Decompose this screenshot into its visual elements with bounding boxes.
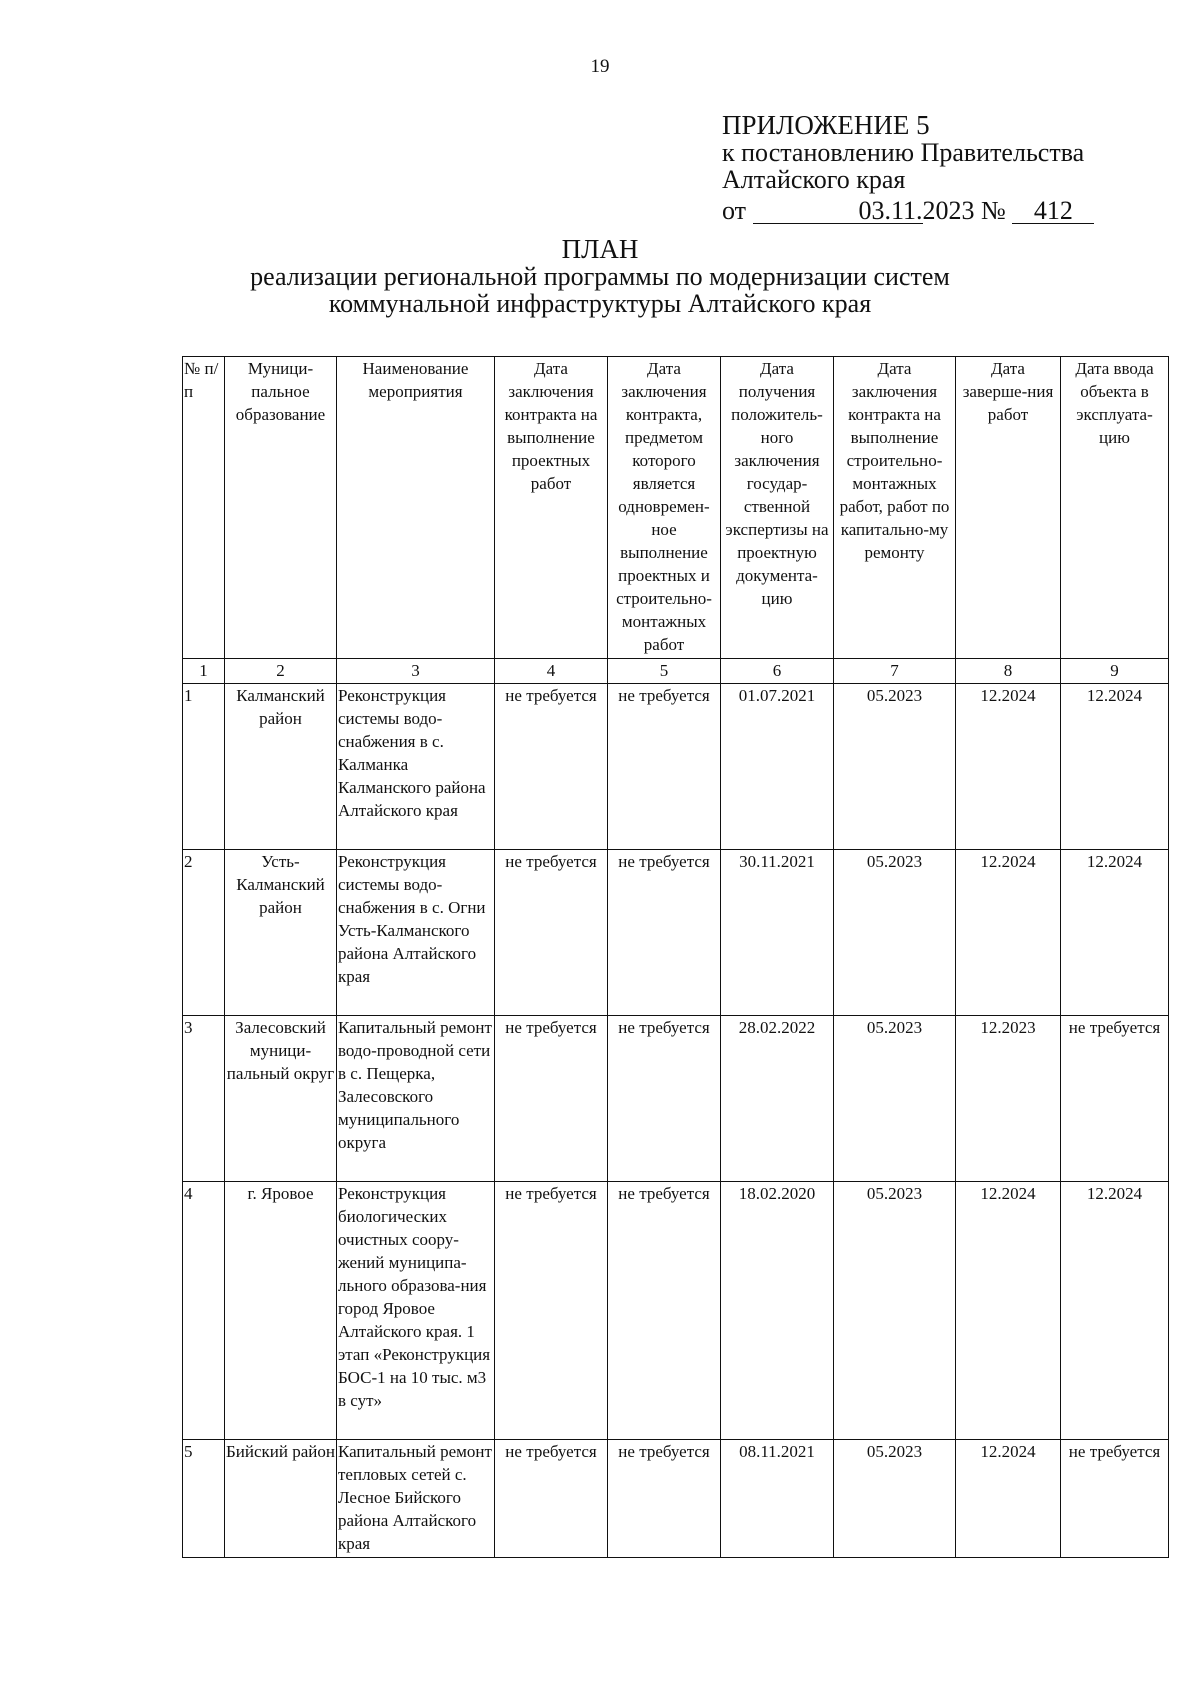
column-number: 6 bbox=[721, 659, 834, 684]
row-activity: Реконструкция системы водо-снабжения в с. Калманка Калманского района Алтайского края bbox=[337, 684, 495, 850]
date-prefix: от bbox=[722, 196, 747, 225]
row-completion: 12.2023 bbox=[956, 1016, 1061, 1182]
header-municipality: Муници-пальное образование bbox=[225, 357, 337, 659]
row-construction-contract: 05.2023 bbox=[834, 684, 956, 850]
table-row bbox=[183, 1182, 1169, 1440]
date-value: 03.11. bbox=[753, 199, 923, 224]
plan-table bbox=[182, 356, 1169, 1558]
document-number: 412 bbox=[1012, 199, 1094, 224]
row-num: 5 bbox=[183, 1440, 225, 1558]
plan-title: ПЛАН bbox=[561, 234, 639, 264]
row-construction-contract: 05.2023 bbox=[834, 1016, 956, 1182]
appendix-line-1: к постановлению Правительства bbox=[722, 138, 1085, 167]
row-activity: Реконструкция системы водо-снабжения в с. Огни Усть-Калманского района Алтайского края bbox=[337, 850, 495, 1016]
row-expertise: 18.02.2020 bbox=[721, 1182, 834, 1440]
row-combined-contract: не требуется bbox=[608, 684, 721, 850]
row-municipality: Калманский район bbox=[225, 684, 337, 850]
column-number: 8 bbox=[956, 659, 1061, 684]
row-num: 1 bbox=[183, 684, 225, 850]
row-expertise: 28.02.2022 bbox=[721, 1016, 834, 1182]
table-row bbox=[183, 850, 1169, 1016]
header-num: № п/п bbox=[183, 357, 225, 659]
row-completion: 12.2024 bbox=[956, 1440, 1061, 1558]
header-commissioning: Дата ввода объекта в эксплуата-цию bbox=[1061, 357, 1169, 659]
header-row bbox=[183, 357, 1169, 659]
column-number: 1 bbox=[183, 659, 225, 684]
row-combined-contract: не требуется bbox=[608, 850, 721, 1016]
column-number-row bbox=[183, 659, 1169, 684]
appendix-title: ПРИЛОЖЕНИЕ 5 bbox=[722, 110, 930, 140]
row-municipality: Усть-Калманский район bbox=[225, 850, 337, 1016]
row-commissioning: 12.2024 bbox=[1061, 684, 1169, 850]
row-expertise: 01.07.2021 bbox=[721, 684, 834, 850]
appendix-date-line bbox=[722, 197, 1182, 224]
row-completion: 12.2024 bbox=[956, 850, 1061, 1016]
plan-subtitle-line-1: реализации региональной программы по модернизации систем bbox=[250, 262, 950, 291]
plan-heading bbox=[0, 236, 1200, 317]
row-expertise: 30.11.2021 bbox=[721, 850, 834, 1016]
header-completion: Дата заверше-ния работ bbox=[956, 357, 1061, 659]
header-design-contract: Дата заключения контракта на выполнение проектных работ bbox=[495, 357, 608, 659]
row-expertise: 08.11.2021 bbox=[721, 1440, 834, 1558]
header-combined-contract: Дата заключения контракта, предметом которого является одновремен-ное выполнение проектных и строительно-монтажных работ bbox=[608, 357, 721, 659]
column-number: 9 bbox=[1061, 659, 1169, 684]
row-construction-contract: 05.2023 bbox=[834, 1440, 956, 1558]
table-row bbox=[183, 684, 1169, 850]
row-commissioning: 12.2024 bbox=[1061, 850, 1169, 1016]
column-number: 5 bbox=[608, 659, 721, 684]
appendix-block bbox=[722, 112, 1182, 224]
column-number: 7 bbox=[834, 659, 956, 684]
row-commissioning: не требуется bbox=[1061, 1016, 1169, 1182]
header-activity: Наименование мероприятия bbox=[337, 357, 495, 659]
row-activity: Капитальный ремонт водо-проводной сети в с. Пещерка, Залесовского муниципального округа bbox=[337, 1016, 495, 1182]
number-sign: № bbox=[981, 196, 1006, 225]
row-combined-contract: не требуется bbox=[608, 1016, 721, 1182]
row-num: 4 bbox=[183, 1182, 225, 1440]
row-combined-contract: не требуется bbox=[608, 1440, 721, 1558]
column-number: 3 bbox=[337, 659, 495, 684]
row-municipality: г. Яровое bbox=[225, 1182, 337, 1440]
column-number: 2 bbox=[225, 659, 337, 684]
row-activity: Реконструкция биологических очистных соору-жений муниципа-льного образова-ния город Яровое Алтайского края. 1 этап «Реконструкция БОС-1 на 10 тыс. м3 в сут» bbox=[337, 1182, 495, 1440]
row-design-contract: не требуется bbox=[495, 850, 608, 1016]
table-row bbox=[183, 1016, 1169, 1182]
row-commissioning: не требуется bbox=[1061, 1440, 1169, 1558]
table-row bbox=[183, 1440, 1169, 1558]
row-commissioning: 12.2024 bbox=[1061, 1182, 1169, 1440]
row-completion: 12.2024 bbox=[956, 684, 1061, 850]
date-year: 2023 bbox=[922, 196, 975, 225]
header-expertise: Дата получения положитель-ного заключения государ-ственной экспертизы на проектную документа-цию bbox=[721, 357, 834, 659]
column-number: 4 bbox=[495, 659, 608, 684]
plan-subtitle-line-2: коммунальной инфраструктуры Алтайского края bbox=[328, 289, 872, 318]
row-completion: 12.2024 bbox=[956, 1182, 1061, 1440]
row-combined-contract: не требуется bbox=[608, 1182, 721, 1440]
row-design-contract: не требуется bbox=[495, 684, 608, 850]
row-municipality: Бийский район bbox=[225, 1440, 337, 1558]
header-construction-contract: Дата заключения контракта на выполнение строительно-монтажных работ, работ по капитально-му ремонту bbox=[834, 357, 956, 659]
row-design-contract: не требуется bbox=[495, 1440, 608, 1558]
page-number: 19 bbox=[590, 56, 610, 77]
row-construction-contract: 05.2023 bbox=[834, 1182, 956, 1440]
row-num: 2 bbox=[183, 850, 225, 1016]
row-design-contract: не требуется bbox=[495, 1182, 608, 1440]
row-activity: Капитальный ремонт тепловых сетей с. Лесное Бийского района Алтайского края bbox=[337, 1440, 495, 1558]
row-design-contract: не требуется bbox=[495, 1016, 608, 1182]
row-construction-contract: 05.2023 bbox=[834, 850, 956, 1016]
appendix-line-2: Алтайского края bbox=[722, 165, 906, 194]
row-municipality: Залесовский муници-пальный округ bbox=[225, 1016, 337, 1182]
row-num: 3 bbox=[183, 1016, 225, 1182]
